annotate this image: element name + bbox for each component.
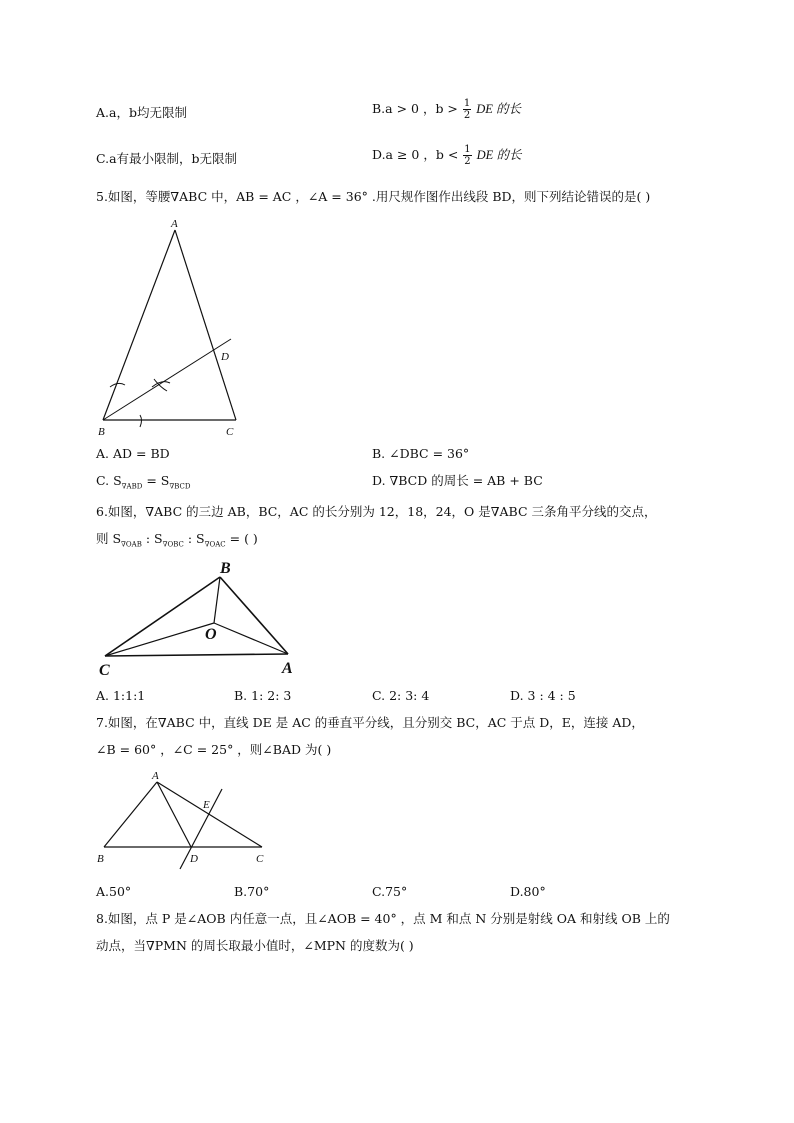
q4-option-b [372, 98, 521, 121]
q6-stem-line1: 6.如图，∇ABC 的三边 AB，BC，AC 的长分别为 12，18，24，O 是∇ABC 三条角平分线的交点， [96, 504, 657, 519]
q7-triangle-figure [92, 765, 277, 875]
q6-label-o: O [205, 626, 217, 643]
q7-option-a: A.50° [96, 884, 132, 899]
q6-label-a: A [282, 660, 293, 677]
q7-stem-line2: ∠B = 60° ，∠C = 25° ，则∠BAD 为( ) [96, 742, 332, 757]
q5-label-d: D [221, 351, 229, 363]
q6-option-b: B. 1: 2: 3 [234, 688, 292, 703]
q4-option-c: C.a有最小限制，b无限制 [96, 151, 238, 166]
q6-triangle-figure [92, 555, 302, 680]
q4-option-a: A.a，b均无限制 [96, 105, 187, 120]
q4-option-b-prefix: B.a > 0 ，b > [372, 101, 458, 116]
q5-label-b: B [98, 426, 105, 438]
q7-option-b: B.70° [234, 884, 270, 899]
q6-option-d: D. 3 : 4 : 5 [510, 688, 576, 703]
q8-stem-line2: 动点，当∇PMN 的周长取最小值时，∠MPN 的度数为( ) [96, 938, 414, 953]
q7-option-c: C.75° [372, 884, 408, 899]
q7-label-d: D [190, 853, 198, 865]
q6-label-b: B [220, 560, 231, 577]
q7-label-a: A [152, 770, 159, 782]
q6-option-c: C. 2: 3: 4 [372, 688, 430, 703]
q7-label-c: C [256, 853, 264, 865]
q5-stem: 5.如图，等腰∇ABC 中，AB = AC ，∠A = 36° .用尺规作图作出线段 BD，则下列结论错误的是( ) [96, 189, 651, 204]
q6-option-a: A. 1:1:1 [96, 688, 146, 703]
q7-label-b: B [97, 853, 104, 865]
q8-stem-line1: 8.如图，点 P 是∠AOB 内任意一点，且∠AOB = 40° ，点 M 和点 N 分别是射线 OA 和射线 OB 上的 [96, 911, 670, 926]
one-half-fraction: $\frac{1}{2}$ [464, 144, 471, 167]
q5-option-c: C. $S_{\nabla ABD} = S_{\nabla BCD}$ [96, 473, 191, 491]
q7-label-e: E [203, 799, 210, 811]
q4-option-d-suffix: DE 的长 [476, 148, 522, 162]
q6-stem-line2: 则 $S_{\nabla OAB}$ : $S_{\nabla OBC}$ : $S_{\nabla OAC}$ = ( ) [96, 531, 258, 549]
q4-option-b-suffix: DE 的长 [476, 102, 522, 116]
q5-label-a: A [171, 218, 178, 230]
one-half-fraction: $\frac{1}{2}$ [463, 98, 471, 121]
q4-option-d [372, 144, 521, 167]
q6-label-c: C [99, 662, 110, 679]
q7-option-d: D.80° [510, 884, 546, 899]
q5-label-c: C [226, 426, 234, 438]
q5-option-a: A. AD = BD [96, 446, 170, 461]
q5-option-b: B. ∠DBC = 36° [372, 446, 470, 461]
q5-triangle-figure [90, 215, 250, 440]
q4-option-d-prefix: D.a ≥ 0 ，b < [372, 147, 459, 162]
q7-stem-line1: 7.如图，在∇ABC 中，直线 DE 是 AC 的垂直平分线，且分别交 BC，AC 于点 D，E，连接 AD， [96, 715, 644, 730]
q5-option-d: D. ∇BCD 的周长 = AB + BC [372, 473, 543, 488]
